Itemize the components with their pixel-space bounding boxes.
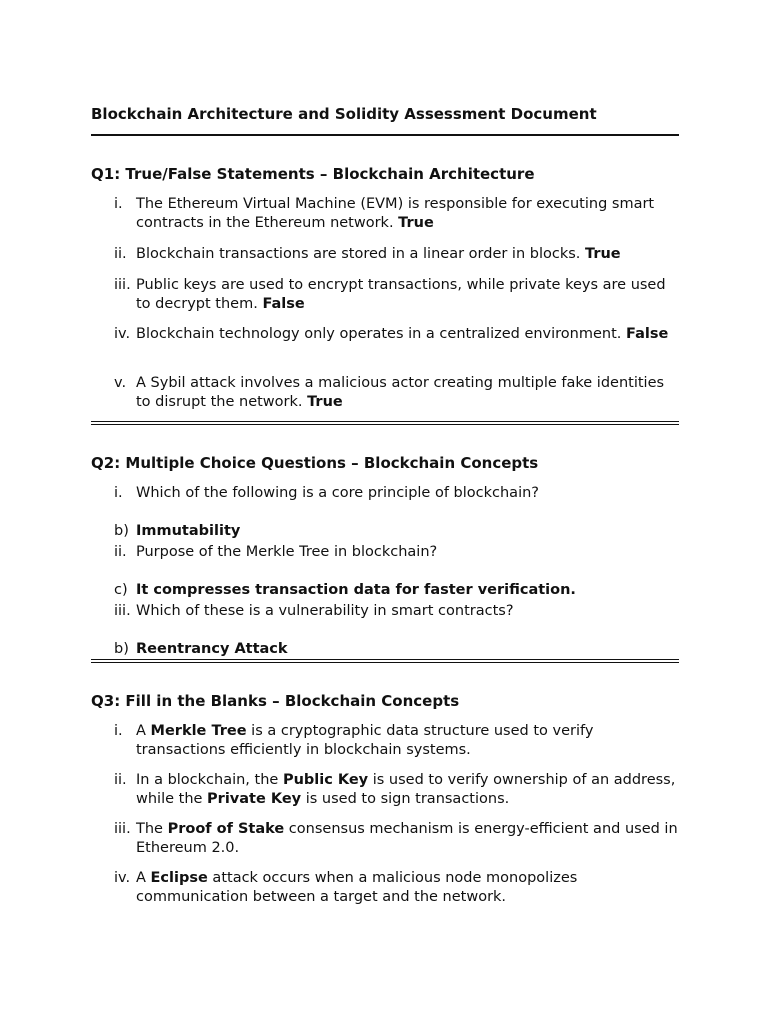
sentence-text: attack occurs when a malicious node monopolizes communication between a target and the network. (136, 870, 578, 905)
question-text: Which of these is a vulnerability in smart contracts? (136, 603, 514, 619)
answer-text: True (398, 214, 434, 231)
section-divider (91, 421, 679, 425)
document-title: Blockchain Architecture and Solidity Assessment Document (91, 105, 597, 123)
item-number: iii. (114, 821, 131, 837)
answer-text: Immutability (136, 523, 241, 539)
sentence-text: A (136, 870, 151, 886)
option-letter: b) (114, 641, 129, 657)
item-number: i. (114, 196, 123, 212)
q3-heading: Q3: Fill in the Blanks – Blockchain Concepts (91, 692, 460, 710)
section-divider (91, 659, 679, 663)
item-number: iv. (114, 870, 131, 886)
question-text: Which of the following is a core principle of blockchain? (136, 485, 539, 501)
blank-answer: Eclipse (150, 870, 208, 886)
answer-text: False (626, 326, 669, 342)
statement-text: Blockchain transactions are stored in a linear order in blocks. (136, 246, 581, 262)
option-letter: c) (114, 582, 128, 598)
statement-text: Public keys are used to encrypt transactions, while private keys are used to decrypt them. (136, 277, 666, 312)
answer-text: It compresses transaction data for faster verification. (136, 582, 576, 598)
statement-text: A Sybil attack involves a malicious actor creating multiple fake identities to disrupt the network. (136, 375, 665, 410)
option-letter: b) (114, 523, 129, 539)
item-number: ii. (114, 544, 127, 560)
blank-answer: Proof of Stake (167, 821, 285, 837)
title-divider (91, 134, 679, 136)
sentence-text: is used to sign transactions. (301, 790, 510, 807)
item-number: iii. (114, 603, 131, 619)
item-number: iii. (114, 277, 131, 293)
sentence-text: is a cryptographic data structure used to verify transactions efficiently in blockchain systems. (136, 723, 594, 758)
sentence-text: is used to verify ownership of an address, while the (136, 772, 676, 807)
answer-text: Reentrancy Attack (136, 641, 288, 657)
answer-text: True (307, 393, 343, 410)
sentence-text: The (136, 821, 168, 837)
item-number: ii. (114, 772, 127, 788)
item-number: i. (114, 723, 123, 739)
answer-text: False (262, 295, 305, 312)
statement-text: Blockchain technology only operates in a centralized environment. (136, 326, 622, 342)
q2-heading: Q2: Multiple Choice Questions – Blockchain Concepts (91, 454, 539, 472)
blank-answer: Public Key (282, 772, 369, 788)
question-text: Purpose of the Merkle Tree in blockchain? (136, 544, 438, 560)
sentence-text: A (136, 723, 151, 739)
blank-answer: Merkle Tree (150, 723, 247, 739)
statement-text: The Ethereum Virtual Machine (EVM) is responsible for executing smart contracts in the Ethereum network. (136, 196, 655, 231)
item-number: v. (114, 375, 127, 391)
q1-heading: Q1: True/False Statements – Blockchain Architecture (91, 165, 535, 183)
sentence-text: consensus mechanism is energy-efficient and used in Ethereum 2.0. (136, 821, 678, 856)
sentence-text: In a blockchain, the (136, 772, 283, 788)
item-number: i. (114, 485, 123, 501)
item-number: ii. (114, 246, 127, 262)
item-number: iv. (114, 326, 131, 342)
blank-answer: Private Key (207, 790, 302, 807)
answer-text: True (585, 246, 621, 262)
